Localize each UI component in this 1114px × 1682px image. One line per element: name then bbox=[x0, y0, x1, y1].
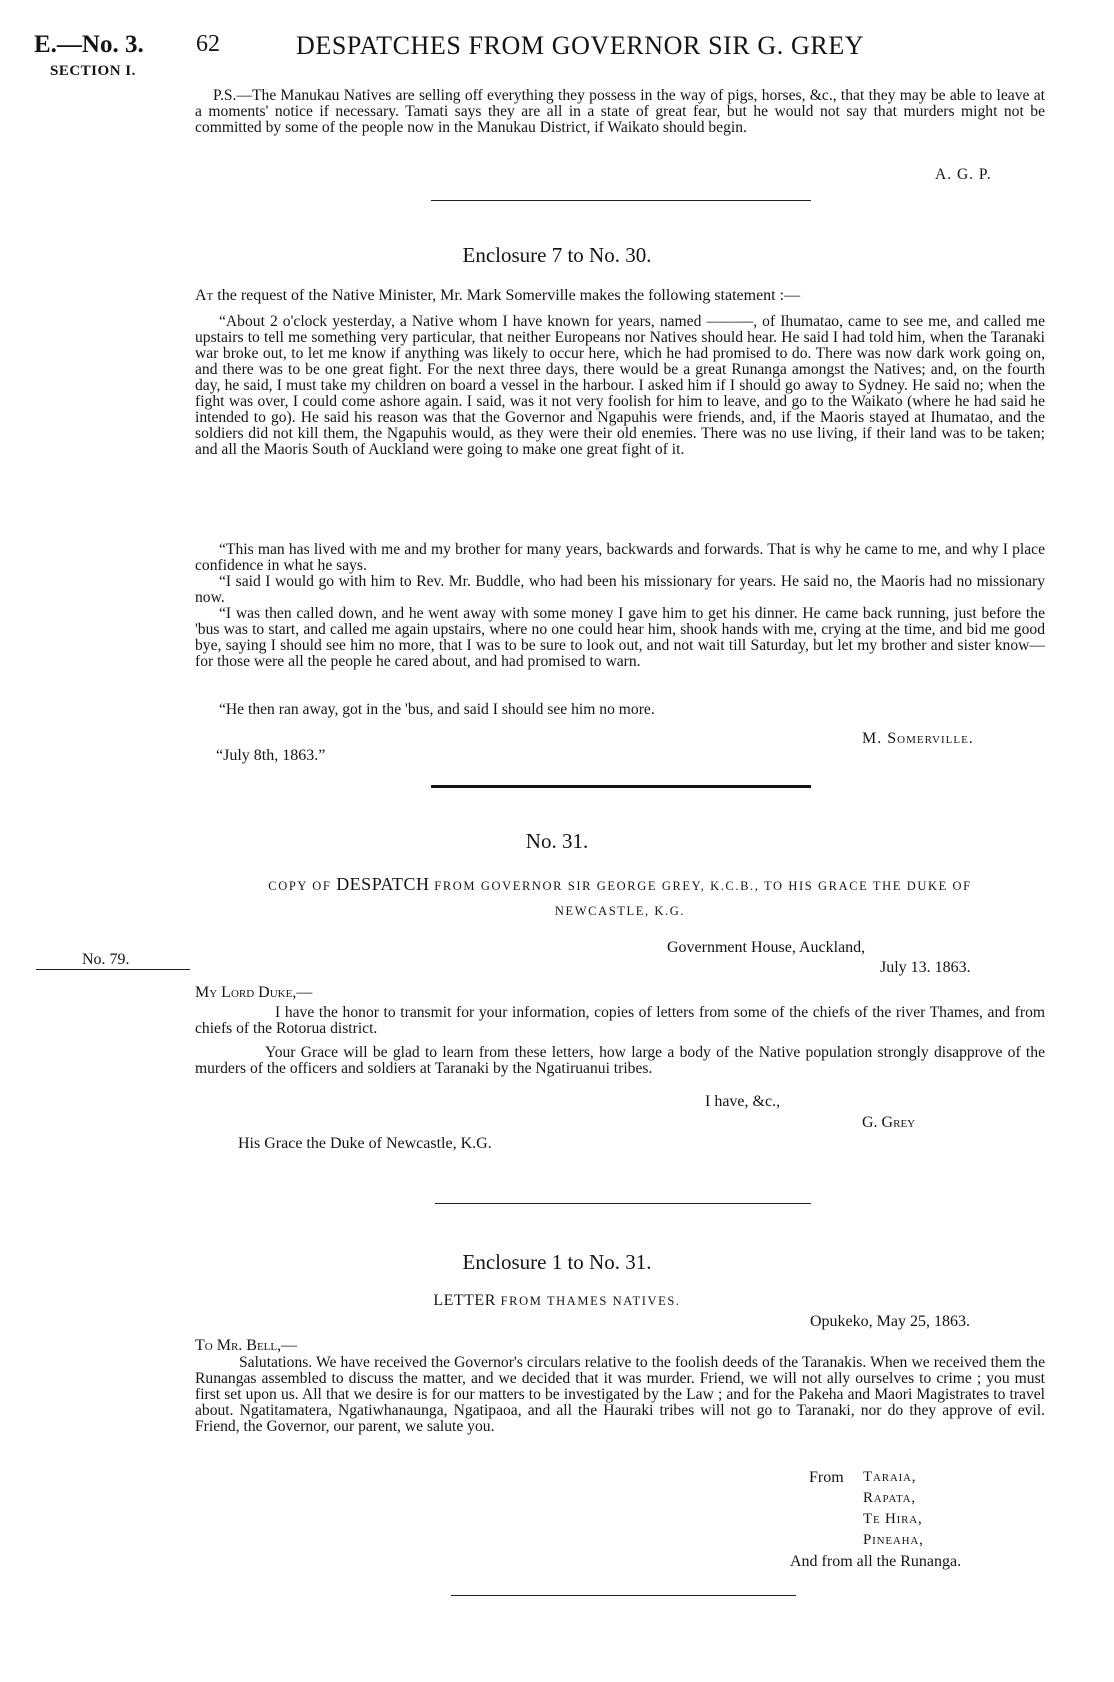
despatch-31-heading: No. 31. bbox=[525, 829, 589, 853]
postscript-initials: A. G. P. bbox=[935, 166, 992, 183]
despatch-salutation: My Lord Duke,— bbox=[195, 984, 313, 1001]
section-label: SECTION I. bbox=[50, 63, 136, 79]
statement-date: “July 8th, 1863.” bbox=[216, 747, 326, 764]
signatory-3: Te Hira, bbox=[863, 1511, 923, 1527]
margin-reference-rule bbox=[36, 969, 190, 970]
statement-paragraph-2: “This man has lived with me and my brother for many years, backwards and forwards. That is why he came to me, and why I place confidence in what he says. bbox=[195, 541, 1045, 574]
letter-closing: And from all the Runanga. bbox=[790, 1553, 962, 1570]
letter-caption-a: LETTER bbox=[433, 1292, 496, 1309]
despatch-date: July 13. 1863. bbox=[880, 959, 971, 976]
statement-paragraph-3: “I said I would go with him to Rev. Mr. Buddle, who had been his missionary for years. He said no, the Maoris had no missionary now. bbox=[195, 573, 1045, 606]
section-divider bbox=[431, 200, 811, 201]
letter-salutation: To Mr. Bell,— bbox=[195, 1337, 298, 1354]
statement-paragraph-5: “He then ran away, got in the 'bus, and said I should see him no more. bbox=[219, 701, 655, 718]
document-code: E.—No. 3. bbox=[34, 31, 144, 58]
caption-part-b: DESPATCH bbox=[336, 874, 430, 894]
signatory-4: Pineaha, bbox=[863, 1532, 924, 1548]
caption-part-c: FROM GOVERNOR SIR GEORGE GREY, K.C.B., TO HIS GRACE THE DUKE OF bbox=[434, 879, 972, 893]
despatch-31-caption-line-2: NEWCASTLE, K.G. bbox=[554, 904, 686, 918]
enclosure-7-intro bbox=[195, 288, 1055, 304]
despatch-closing: I have, &c., bbox=[705, 1093, 781, 1110]
despatch-31-caption bbox=[170, 874, 1070, 895]
signatory-2: Rapata, bbox=[863, 1490, 916, 1506]
statement-paragraph-1: “About 2 o'clock yesterday, a Native whom I have known for years, named ———, of Ihumatao, came to see me, and called me upstairs to tell me something very particular, that neither Europeans nor Natives should hear. He said I had told him, when the Taranaki war broke out, to let me know if anything was likely to occur here, which he had promised to do. There was now dark work going on, and there was to be one great fight. For the next three days, there would be a great Runanga amongst the Natives; and, on the fourth day, he said, I must take my children on board a vessel in the harbour. I asked him if I should go away to Sydney. He said no; when the fight was over, I could come ashore again. I said, was it not very foolish for him to leave, and go to the Waikato (where he had said he intended to go). He said his reason was that the Governor and Ngapuhis were friends, and, if the Maoris stayed at Ihumatao, and the soldiers did not kill them, the Ngapuhis would, as they were their old enemies. There was no use living, if their land was to be taken; and all the Maoris South of Auckland were going to make one great fight of it. bbox=[195, 313, 1045, 458]
section-divider-thick bbox=[431, 785, 811, 788]
enclosure-7-heading: Enclosure 7 to No. 30. bbox=[462, 243, 652, 267]
statement-signature: M. Somerville. bbox=[862, 730, 974, 747]
statement-paragraph-4: “I was then called down, and he went away with some money I gave him to get his dinner. He came back running, just before the 'bus was to start, and called me again upstairs, where no one could hear him, shook hands with me, crying at the time, and bid me good bye, saying I should see him no more, that I was to be sure to look out, and not wait till Saturday, but let my brother and sister know—for those were all the people he cared about, and had promised to warn. bbox=[195, 605, 1045, 670]
signatory-1: Taraia, bbox=[863, 1469, 917, 1485]
despatch-signature: G. Grey bbox=[862, 1114, 916, 1131]
postscript-paragraph: P.S.—The Manukau Natives are selling off everything they possess in the way of pigs, horses, &c., that they may be able to leave at a moments' notice if necessary. Tamati says they are all in a state of great fear, but he would not say that murders might not be committed by some of the people now in the Manukau District, if Waikato should begin. bbox=[195, 87, 1045, 136]
page-title: DESPATCHES FROM GOVERNOR SIR G. GREY bbox=[296, 31, 865, 60]
letter-caption bbox=[0, 1292, 1114, 1310]
page-number: 62 bbox=[196, 31, 220, 57]
letter-body: Salutations. We have received the Governor's circulars relative to the foolish deeds of the Taranakis. When we received them the Runangas assembled to discuss the matter, and we decided that it was murder. Friend, we will not ally ourselves to crime ; you must first set upon us. All that we desire is for our matters to be investigated by the Law ; and for the Pakeha and Maori Magistrates to travel about. Ngatitamatera, Ngatiwhanaunga, Ngatipaoa, and all the Hauraki tribes will not go to Taranaki, nor do they approve of evil. Friend, the Governor, our parent, we salute you. bbox=[195, 1354, 1045, 1435]
section-divider bbox=[451, 1595, 796, 1596]
section-divider bbox=[435, 1203, 811, 1204]
despatch-paragraph-1: I have the honor to transmit for your information, copies of letters from some of the chiefs of the river Thames, and from chiefs of the Rotorua district. bbox=[195, 1004, 1045, 1037]
caption-part-a: COPY OF bbox=[268, 879, 332, 893]
despatch-place: Government House, Auckland, bbox=[667, 939, 866, 956]
despatch-addressee: His Grace the Duke of Newcastle, K.G. bbox=[238, 1135, 492, 1152]
letter-from: From bbox=[809, 1469, 844, 1486]
intro-text: the request of the Native Minister, Mr. Mark Somerville makes the following statement :— bbox=[213, 287, 801, 304]
letter-caption-b: FROM THAMES NATIVES. bbox=[500, 1294, 681, 1308]
intro-lead-word: At bbox=[195, 287, 214, 304]
despatch-paragraph-2: Your Grace will be glad to learn from these letters, how large a body of the Native population strongly disapprove of the murders of the officers and soldiers at Taranaki by the Ngatiruanui tribes. bbox=[195, 1044, 1045, 1077]
margin-reference: No. 79. bbox=[82, 951, 130, 968]
enclosure-1-heading: Enclosure 1 to No. 31. bbox=[462, 1250, 652, 1274]
letter-place-date: Opukeko, May 25, 1863. bbox=[810, 1313, 970, 1330]
